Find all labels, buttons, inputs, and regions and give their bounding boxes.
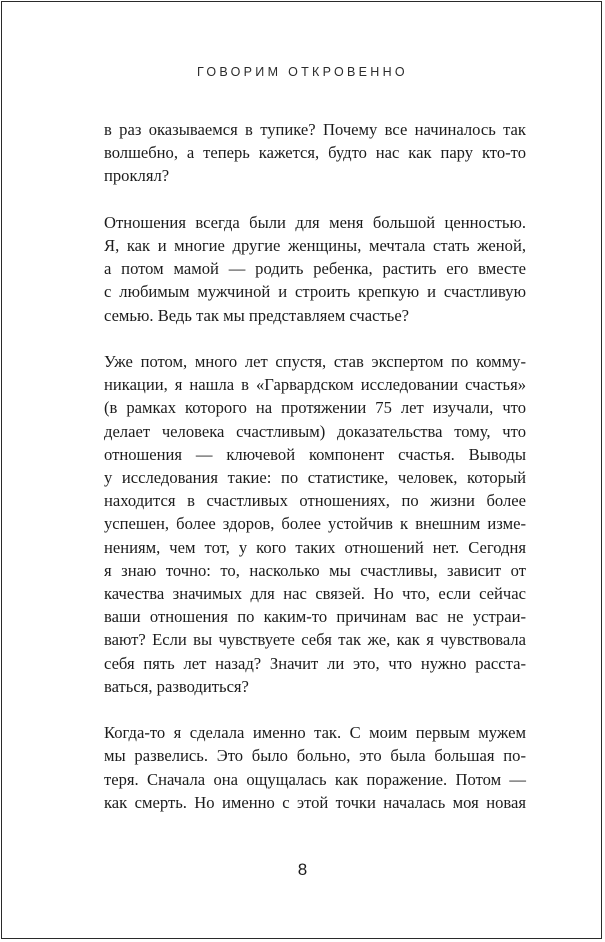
text-line: никации, я нашла в «Гарвардском исследовании счастья» <box>104 375 526 395</box>
body-text <box>104 118 526 837</box>
paragraph <box>104 118 526 188</box>
text-line: нениям, чем тот, у кого таких отношений нет. Сегодня <box>104 537 526 557</box>
text-line: в раз оказываемся в тупике? Почему все начиналось так <box>104 120 526 139</box>
text-line: проклял? <box>104 166 170 186</box>
text-line: семью. Ведь так мы представляем счастье? <box>104 305 410 325</box>
paragraph <box>104 350 526 698</box>
text-line: Уже потом, много лет спустя, став экспертом по комму- <box>104 352 526 371</box>
text-line: ваться, разводиться? <box>104 676 249 696</box>
text-line: делает человека счастливым) доказательства тому, что <box>104 421 526 441</box>
page-number: 8 <box>297 860 308 879</box>
text-line: (в рамках которого на протяжении 75 лет изучали, что <box>104 398 526 418</box>
text-line: волшебно, а теперь кажется, будто нас как пару кто-то <box>104 143 526 163</box>
text-line: теря. Сначала она ощущалась как поражение. Потом — <box>104 769 526 789</box>
text-line: как смерть. Но именно с этой точки началась моя новая <box>104 792 526 812</box>
paragraph <box>104 211 526 327</box>
text-line: Отношения всегда были для меня большой ценностью. <box>104 212 526 232</box>
text-line: вают? Если вы чувствуете себя так же, как я чувствовала <box>104 630 526 650</box>
text-line: Я, как и многие другие женщины, мечтала стать женой, <box>104 236 526 255</box>
text-line: ваши отношения по каким-то причинам вас не устраи- <box>104 607 526 627</box>
text-line: себя пять лет назад? Значит ли это, что нужно расста- <box>104 653 526 673</box>
paragraph <box>104 721 526 814</box>
text-line: с любимым мужчиной и строить крепкую и счастливую <box>104 282 526 302</box>
book-page <box>1 1 602 939</box>
text-line: Когда-то я сделала именно так. С моим первым мужем <box>104 723 526 743</box>
text-line: мы развелись. Это было больно, это была большая по- <box>104 746 526 766</box>
text-line: находится в счастливых отношениях, по жизни более <box>104 491 526 511</box>
text-line: качества значимых для нас связей. Но что, если сейчас <box>104 584 526 604</box>
text-line: успешен, более здоров, более устойчив к внешним изме- <box>104 514 526 534</box>
text-line: а потом мамой — родить ребенка, растить его вместе <box>104 259 526 279</box>
text-line: у исследования такие: по статистике, человек, который <box>104 468 526 488</box>
text-line: отношения — ключевой компонент счастья. Выводы <box>104 444 526 464</box>
running-head: ГОВОРИМ ОТКРОВЕННО <box>197 65 408 79</box>
text-line: я знаю точно: то, насколько мы счастливы, зависит от <box>104 560 526 580</box>
